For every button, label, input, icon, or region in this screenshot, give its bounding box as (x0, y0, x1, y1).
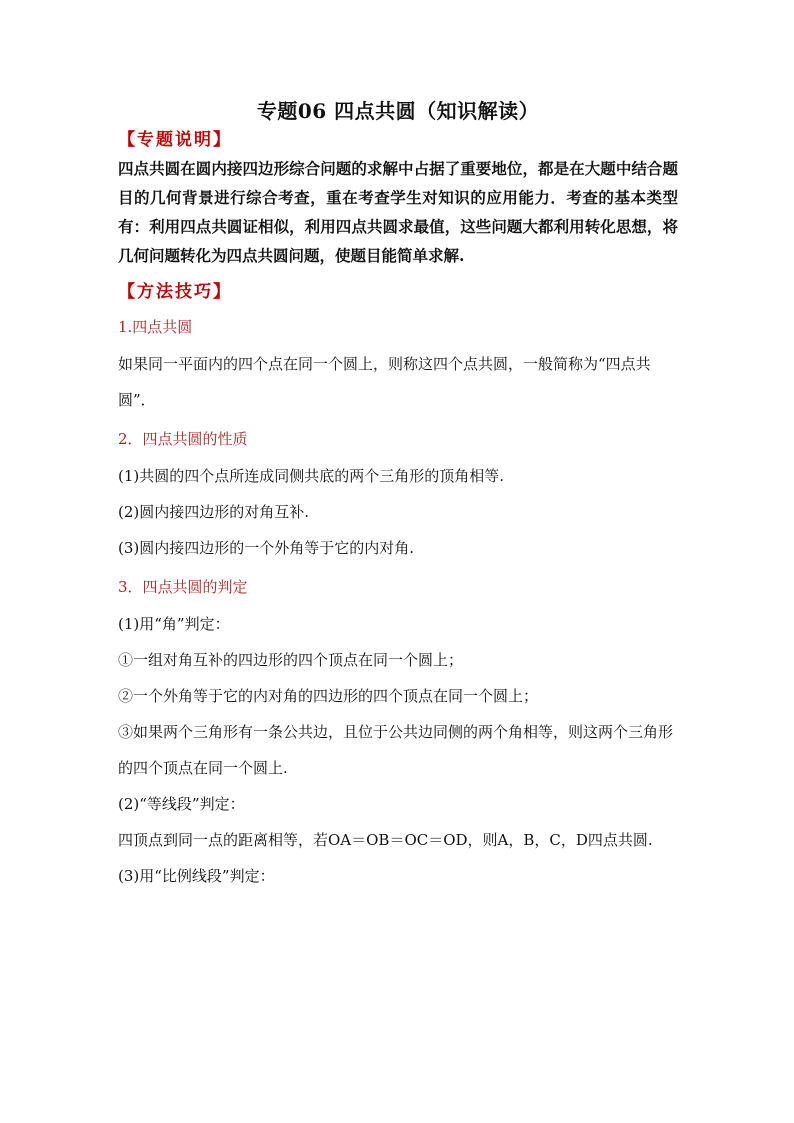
subheading-properties: 2．四点共圆的性质 (118, 430, 248, 448)
document-title: 专题06 四点共圆（知识解读） (256, 99, 540, 123)
document-content (118, 96, 678, 894)
criteria-segment-text: 四顶点到同一点的距离相等，若OA＝OB＝OC＝OD，则A，B，C，D四点共圆. (118, 831, 653, 849)
section-label-method: 【方法技巧】 (118, 282, 232, 302)
subheading-concyclic: 1.四点共圆 (118, 318, 193, 336)
subheading-criteria: 3．四点共圆的判定 (118, 578, 248, 596)
property-item-3: (3)圆内接四边形的一个外角等于它的内对角. (118, 539, 415, 557)
criteria-segment-head: (2)“等线段”判定： (118, 795, 245, 813)
criteria-angle-head: (1)用“角”判定： (118, 615, 230, 633)
property-item-2: (2)圆内接四边形的对角互补. (118, 503, 310, 521)
criteria-ratio-head: (3)用“比例线段”判定： (118, 867, 275, 885)
definition-paragraph: 如果同一平面内的四个点在同一个圆上，则称这四个点共圆，一般简称为“四点共圆”． (118, 355, 651, 409)
criteria-angle-item-3: ③如果两个三角形有一条公共边，且位于公共边同侧的两个角相等，则这两个三角形的四个顶点在同一个圆上. (118, 723, 674, 777)
intro-paragraph: 四点共圆在圆内接四边形综合问题的求解中占据了重要地位，都是在大题中结合题目的几何背景进行综合考查，重在考查学生对知识的应用能力．考查的基本类型有：利用四点共圆证相似，利用四点共圆求最值，这些问题大都利用转化思想，将几何问题转化为四点共圆问题，使题目能简单求解. (118, 159, 678, 265)
section-label-intro: 【专题说明】 (118, 130, 232, 150)
property-item-1: (1)共圆的四个点所连成同侧共底的两个三角形的顶角相等. (118, 467, 505, 485)
criteria-angle-item-2: ②一个外角等于它的内对角的四边形的四个顶点在同一个圆上； (118, 687, 539, 705)
criteria-angle-item-1: ①一组对角互补的四边形的四个顶点在同一个圆上； (118, 651, 464, 669)
